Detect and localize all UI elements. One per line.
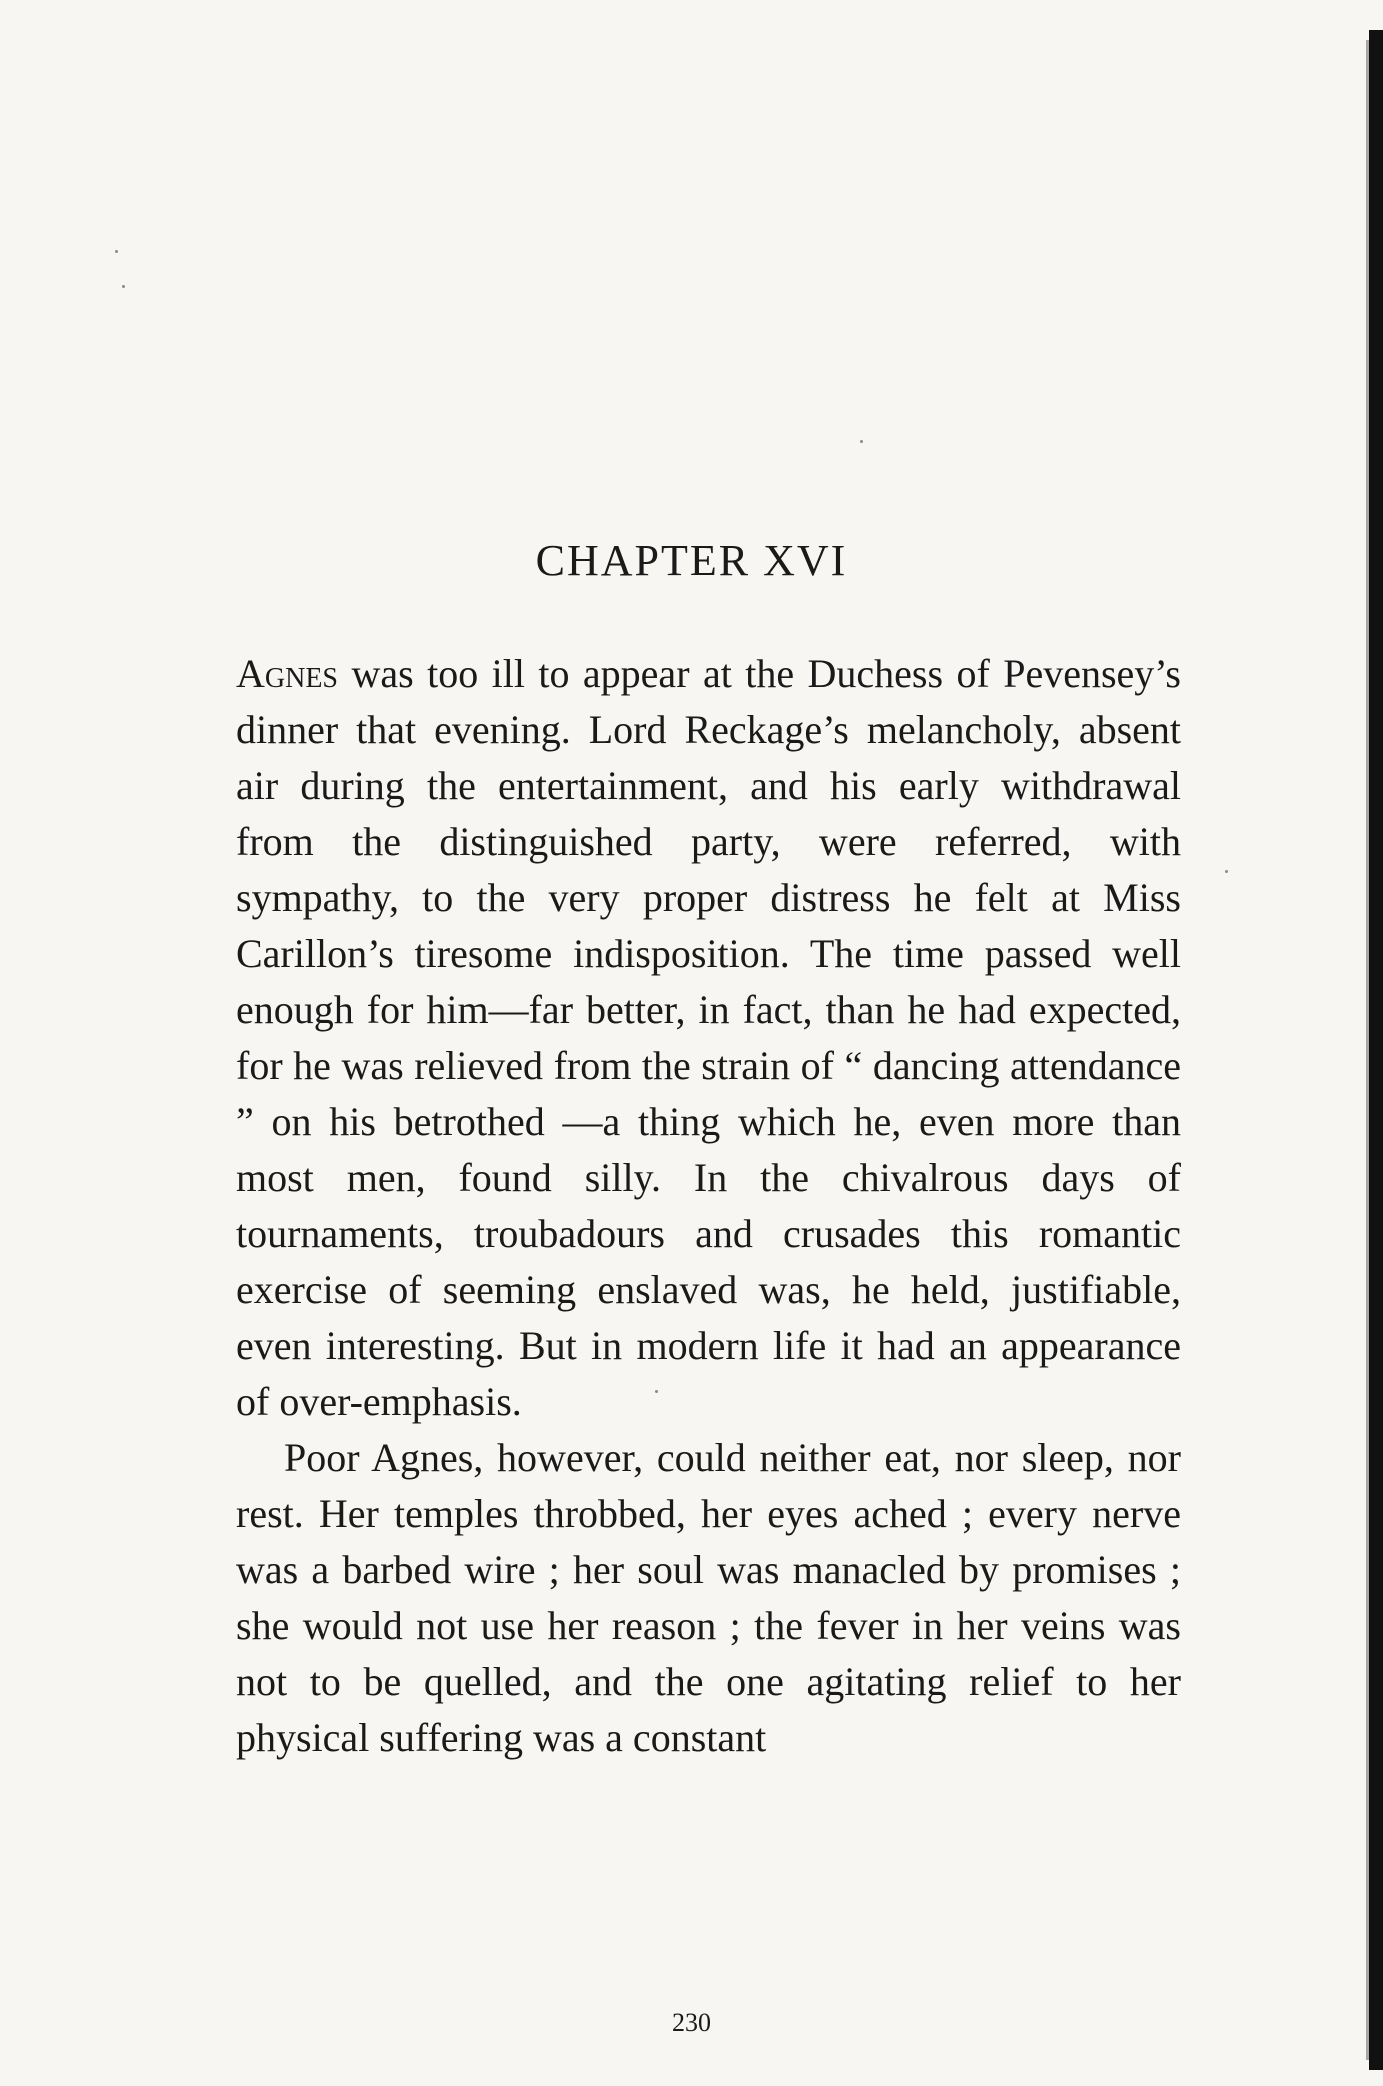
paper-speck (115, 250, 118, 253)
paragraph (236, 646, 1181, 1430)
paper-speck (1225, 870, 1228, 873)
paragraph-text: was too ill to appear at the Duchess of Pevensey’s dinner that evening. Lord Reckage’s melancholy, absent air during the entertainment, and his early withdrawal from the distinguished party, were referred, with sympathy, to the very proper distress he felt at Miss Carillon’s tiresome indisposition. The time passed well enough for him—far better, in fact, than he had expected, for he was relieved from the strain of “ dancing attendance ” on his betrothed —a thing which he, even more than most men, found silly. In the chivalrous days of tournaments, troubadours and crusades this romantic exercise of seeming enslaved was, he held, justifiable, even interesting. But in modern life it had an appearance of over-emphasis. (236, 651, 1181, 1424)
paper-speck (122, 285, 125, 288)
book-spine-edge (1366, 40, 1369, 2060)
paragraph (236, 1430, 1181, 1766)
paper-speck (860, 440, 863, 443)
paragraph-text: Poor Agnes, however, could neither eat, nor sleep, nor rest. Her temples throbbed, her eyes ached ; every nerve was a barbed wire ; her soul was manacled by promises ; she would not use her reason ; the fever in her veins was not to be quelled, and the one agitating relief to her physical suffering was a constant (236, 1435, 1181, 1760)
page-number: 230 (672, 2008, 711, 2037)
book-spine-shadow (1369, 30, 1383, 2070)
paragraph-lead-word: Agnes (236, 651, 339, 696)
chapter-body (236, 646, 1181, 1766)
chapter-title: CHAPTER XVI (535, 536, 848, 585)
